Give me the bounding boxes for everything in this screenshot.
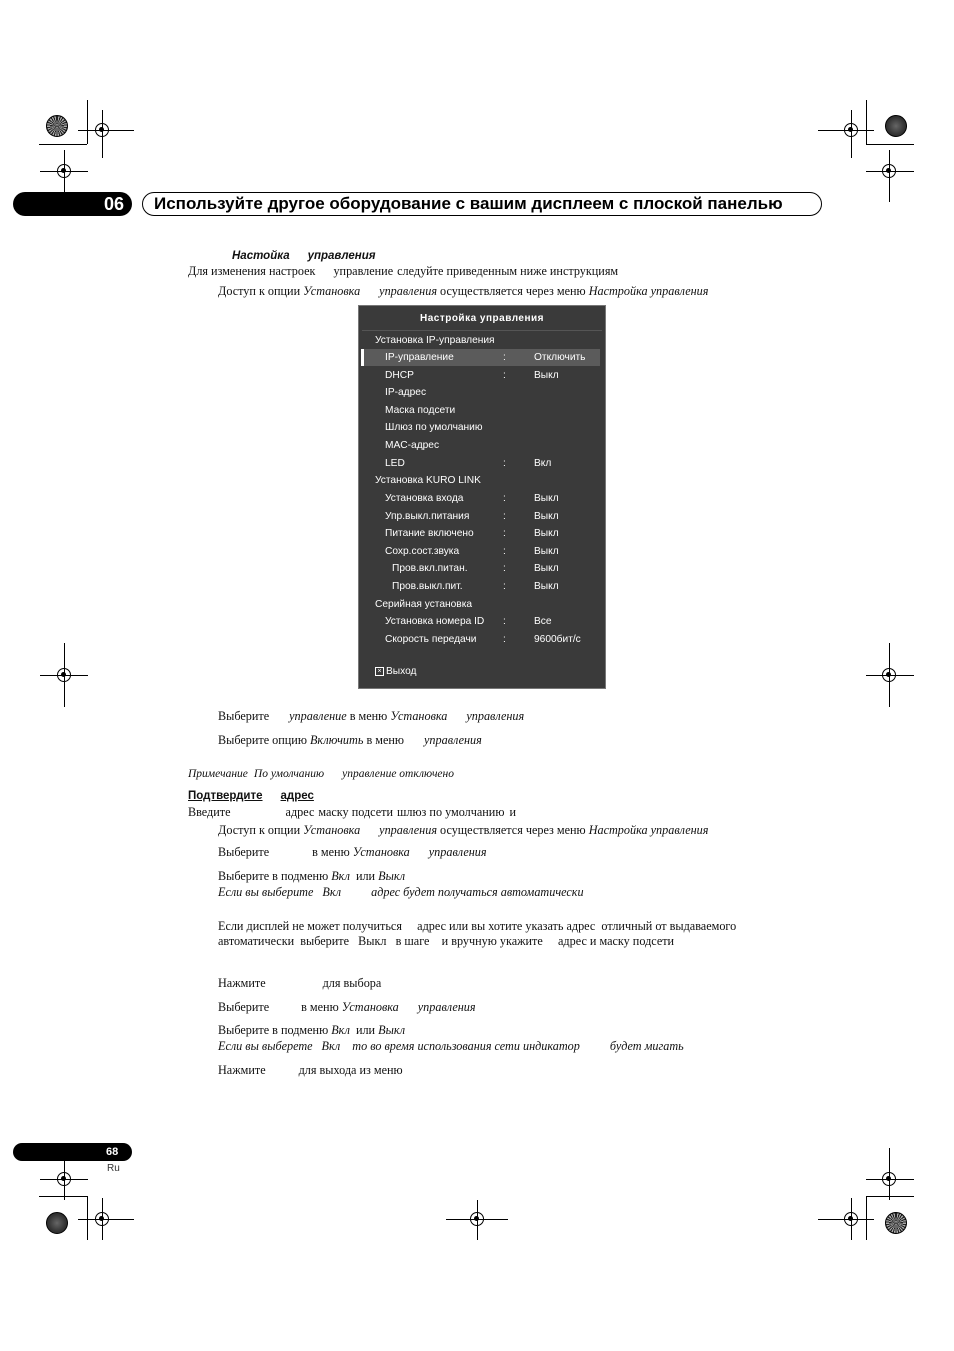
page-language: Ru bbox=[107, 1163, 120, 1174]
menu-value: Выкл bbox=[534, 370, 559, 381]
note-text: то во время использования сети индикатор bbox=[352, 1039, 580, 1053]
menu-label: IP-адрес bbox=[385, 387, 427, 398]
intro-text: маску подсети bbox=[318, 805, 393, 819]
step-text: управления bbox=[428, 845, 487, 859]
crosshair-target-icon bbox=[57, 668, 71, 682]
note-text: адрес будет получаться автоматически bbox=[371, 885, 584, 899]
crosshair-target-icon bbox=[57, 164, 71, 178]
access-text: осуществляется через меню bbox=[440, 284, 586, 298]
menu-divider bbox=[362, 330, 602, 331]
crosshair-target-icon bbox=[95, 1212, 109, 1226]
step-text: Вкл bbox=[331, 1023, 350, 1037]
menu-value: Выкл bbox=[534, 581, 559, 592]
registration-starburst-icon bbox=[46, 115, 68, 137]
step-text: Выберите опцию bbox=[218, 733, 307, 747]
section2-step-5 bbox=[218, 1023, 405, 1038]
access-text: Установка bbox=[303, 284, 361, 298]
note-text: Вкл bbox=[322, 885, 342, 899]
menu-separator: : bbox=[503, 511, 506, 522]
intro-text: Введите bbox=[188, 805, 231, 819]
step-text: Выберите в подменю bbox=[218, 869, 329, 883]
heading-part: адрес bbox=[280, 790, 314, 802]
menu-item-ip-control[interactable] bbox=[361, 349, 600, 366]
menu-item-check-power-off[interactable] bbox=[359, 578, 605, 595]
menu-label: DHCP bbox=[385, 370, 414, 381]
menu-separator: : bbox=[503, 352, 506, 363]
menu-item-default-gateway[interactable] bbox=[359, 419, 605, 436]
menu-group-kuro-link[interactable] bbox=[359, 472, 605, 489]
menu-separator: : bbox=[503, 563, 506, 574]
step-text: Выберите bbox=[218, 845, 270, 859]
section2-intro bbox=[188, 805, 516, 820]
menu-group-ip[interactable] bbox=[359, 332, 605, 349]
menu-label: Упр.выкл.питания bbox=[385, 511, 470, 522]
step-text: Установка bbox=[341, 1000, 399, 1014]
menu-item-power-off-control[interactable] bbox=[359, 508, 605, 525]
menu-separator: : bbox=[503, 493, 506, 504]
paragraph-line-1: Если дисплей не может получиться адрес или вы хотите указать адрес отличный от выдаваемого bbox=[218, 919, 737, 933]
menu-item-power-on[interactable] bbox=[359, 525, 605, 542]
heading-part: управления bbox=[307, 250, 376, 262]
menu-label: Питание включено bbox=[385, 528, 474, 539]
step-text: Установка bbox=[390, 709, 448, 723]
crosshair-target-icon bbox=[470, 1212, 484, 1226]
registration-starburst-icon bbox=[885, 1212, 907, 1234]
intro-text: следуйте приведенным ниже инструкциям bbox=[397, 264, 619, 278]
menu-label: Пров.вкл.питан. bbox=[392, 563, 468, 574]
access-text: Доступ к опции bbox=[218, 823, 301, 837]
menu-separator: : bbox=[503, 546, 506, 557]
menu-item-subnet-mask[interactable] bbox=[359, 402, 605, 419]
section-heading bbox=[232, 249, 376, 264]
access-text: управления bbox=[379, 823, 437, 837]
step-2 bbox=[218, 733, 482, 748]
crosshair-target-icon bbox=[844, 123, 858, 137]
menu-label: Установка KURO LINK bbox=[375, 475, 481, 486]
menu-value: 9600бит/с bbox=[534, 634, 581, 645]
intro-text: адрес bbox=[285, 805, 315, 819]
page-number: 68 bbox=[106, 1146, 119, 1158]
note-text: Если вы выберите bbox=[218, 885, 314, 899]
heading-part: Настойка bbox=[232, 250, 290, 262]
menu-item-sound-state[interactable] bbox=[359, 543, 605, 560]
menu-label: MAC-адрес bbox=[385, 440, 440, 451]
section2-step-4 bbox=[218, 1000, 476, 1015]
menu-value: Выкл bbox=[534, 511, 559, 522]
menu-label: Установка номера ID bbox=[385, 616, 485, 627]
section2-step-1 bbox=[218, 845, 487, 860]
menu-value: Отключить bbox=[534, 352, 586, 363]
step-text: для выбора bbox=[322, 976, 382, 990]
note-text: будет мигать bbox=[609, 1039, 684, 1053]
section2-step-2 bbox=[218, 869, 405, 884]
note-text: Если вы выберете bbox=[218, 1039, 313, 1053]
access-text: Настройка управления bbox=[588, 823, 709, 837]
registration-disc-icon bbox=[46, 1212, 68, 1234]
menu-item-led[interactable] bbox=[359, 455, 605, 472]
section2-access bbox=[218, 823, 708, 838]
menu-separator: : bbox=[503, 370, 506, 381]
menu-item-ip-address[interactable] bbox=[359, 384, 605, 401]
note bbox=[188, 767, 454, 782]
menu-separator: : bbox=[503, 634, 506, 645]
step-text: Выберите bbox=[218, 709, 270, 723]
access-text: Настройка управления bbox=[588, 284, 709, 298]
exit-icon: × bbox=[375, 667, 384, 676]
menu-value: Выкл bbox=[534, 528, 559, 539]
registration-disc-icon bbox=[885, 115, 907, 137]
menu-label: Скорость передачи bbox=[385, 634, 477, 645]
menu-exit[interactable] bbox=[359, 663, 605, 680]
menu-label: Серийная установка bbox=[375, 599, 473, 610]
section-heading-ip-address bbox=[188, 789, 314, 804]
step-text: для выхода из меню bbox=[298, 1063, 403, 1077]
exit-label: Выход bbox=[386, 666, 417, 677]
menu-item-input-setup[interactable] bbox=[359, 490, 605, 507]
step-text: в меню bbox=[301, 1000, 339, 1014]
intro-text: управление bbox=[333, 264, 394, 278]
menu-item-id-number[interactable] bbox=[359, 613, 605, 630]
access-text: Доступ к опции bbox=[218, 284, 301, 298]
section2-step-5-note bbox=[218, 1039, 684, 1054]
chapter-title: Используйте другое оборудование с вашим дисплеем с плоской панелью bbox=[154, 194, 783, 213]
menu-title: Настройка управления bbox=[419, 313, 545, 324]
step-text: управления bbox=[417, 1000, 476, 1014]
step-text: Установка bbox=[352, 845, 410, 859]
menu-label: Установка входа bbox=[385, 493, 464, 504]
menu-value: Все bbox=[534, 616, 552, 627]
menu-separator: : bbox=[503, 581, 506, 592]
heading-part: Подтвердите bbox=[188, 790, 263, 802]
intro-text: Для изменения настроек bbox=[188, 264, 316, 278]
crosshair-target-icon bbox=[844, 1212, 858, 1226]
access-text: осуществляется через меню bbox=[440, 823, 586, 837]
step-text: Включить bbox=[309, 733, 364, 747]
section2-step-6 bbox=[218, 1063, 403, 1078]
section2-step-2-note bbox=[218, 885, 584, 900]
menu-label: Маска подсети bbox=[385, 405, 456, 416]
crosshair-target-icon bbox=[57, 1172, 71, 1186]
menu-item-mac-address[interactable] bbox=[359, 437, 605, 454]
menu-separator: : bbox=[503, 528, 506, 539]
crosshair-target-icon bbox=[882, 164, 896, 178]
menu-separator: : bbox=[503, 616, 506, 627]
menu-value: Выкл bbox=[534, 493, 559, 504]
step-text: управления bbox=[424, 733, 482, 747]
menu-value: Выкл bbox=[534, 546, 559, 557]
step-1 bbox=[218, 709, 524, 724]
step-text: Нажмите bbox=[218, 1063, 266, 1077]
intro-text: и bbox=[509, 805, 516, 819]
step-text: Выберите bbox=[218, 1000, 270, 1014]
menu-separator: : bbox=[503, 458, 506, 469]
section2-step-3 bbox=[218, 976, 381, 991]
note-text: управление отключено bbox=[342, 768, 454, 780]
crosshair-target-icon bbox=[882, 1172, 896, 1186]
crosshair-target-icon bbox=[95, 123, 109, 137]
menu-label: LED bbox=[385, 458, 405, 469]
menu-group-serial[interactable] bbox=[359, 596, 605, 613]
section-intro bbox=[188, 264, 618, 279]
menu-label: Установка IP-управления bbox=[375, 335, 495, 346]
menu-label: Сохр.сост.звука bbox=[385, 546, 460, 557]
menu-value: Вкл bbox=[534, 458, 552, 469]
step-text: Выкл bbox=[378, 1023, 406, 1037]
note-label: Примечание bbox=[188, 768, 248, 780]
access-line bbox=[218, 284, 708, 299]
menu-label: IP-управление bbox=[385, 352, 454, 363]
note-text: По умолчанию bbox=[253, 768, 325, 780]
step-text: Выкл bbox=[378, 869, 406, 883]
menu-item-check-power-on[interactable] bbox=[359, 560, 605, 577]
step-text: управления bbox=[466, 709, 525, 723]
menu-item-baud-rate[interactable] bbox=[359, 631, 605, 648]
step-text: Нажмите bbox=[218, 976, 266, 990]
paragraph-line-2: автоматически выберите Выкл в шаге и вручную укажите адрес и маску подсети bbox=[218, 934, 675, 948]
step-text: в меню bbox=[349, 709, 388, 723]
menu-item-dhcp[interactable] bbox=[359, 367, 605, 384]
step-text: управление bbox=[289, 709, 347, 723]
step-text: Вкл bbox=[331, 869, 350, 883]
access-text: Установка bbox=[303, 823, 361, 837]
step-text: Выберите в подменю bbox=[218, 1023, 329, 1037]
step-text: или bbox=[355, 1023, 376, 1037]
chapter-number: 06 bbox=[104, 194, 125, 214]
access-text: управления bbox=[379, 284, 437, 298]
menu-value: Выкл bbox=[534, 563, 559, 574]
menu-label: Шлюз по умолчанию bbox=[385, 422, 483, 433]
step-text: или bbox=[355, 869, 376, 883]
step-text: в меню bbox=[366, 733, 404, 747]
step-text: в меню bbox=[312, 845, 350, 859]
control-settings-menu bbox=[358, 305, 606, 689]
crosshair-target-icon bbox=[882, 668, 896, 682]
note-text: Вкл bbox=[321, 1039, 341, 1053]
menu-label: Пров.выкл.пит. bbox=[392, 581, 463, 592]
intro-text: шлюз по умолчанию bbox=[396, 805, 505, 819]
